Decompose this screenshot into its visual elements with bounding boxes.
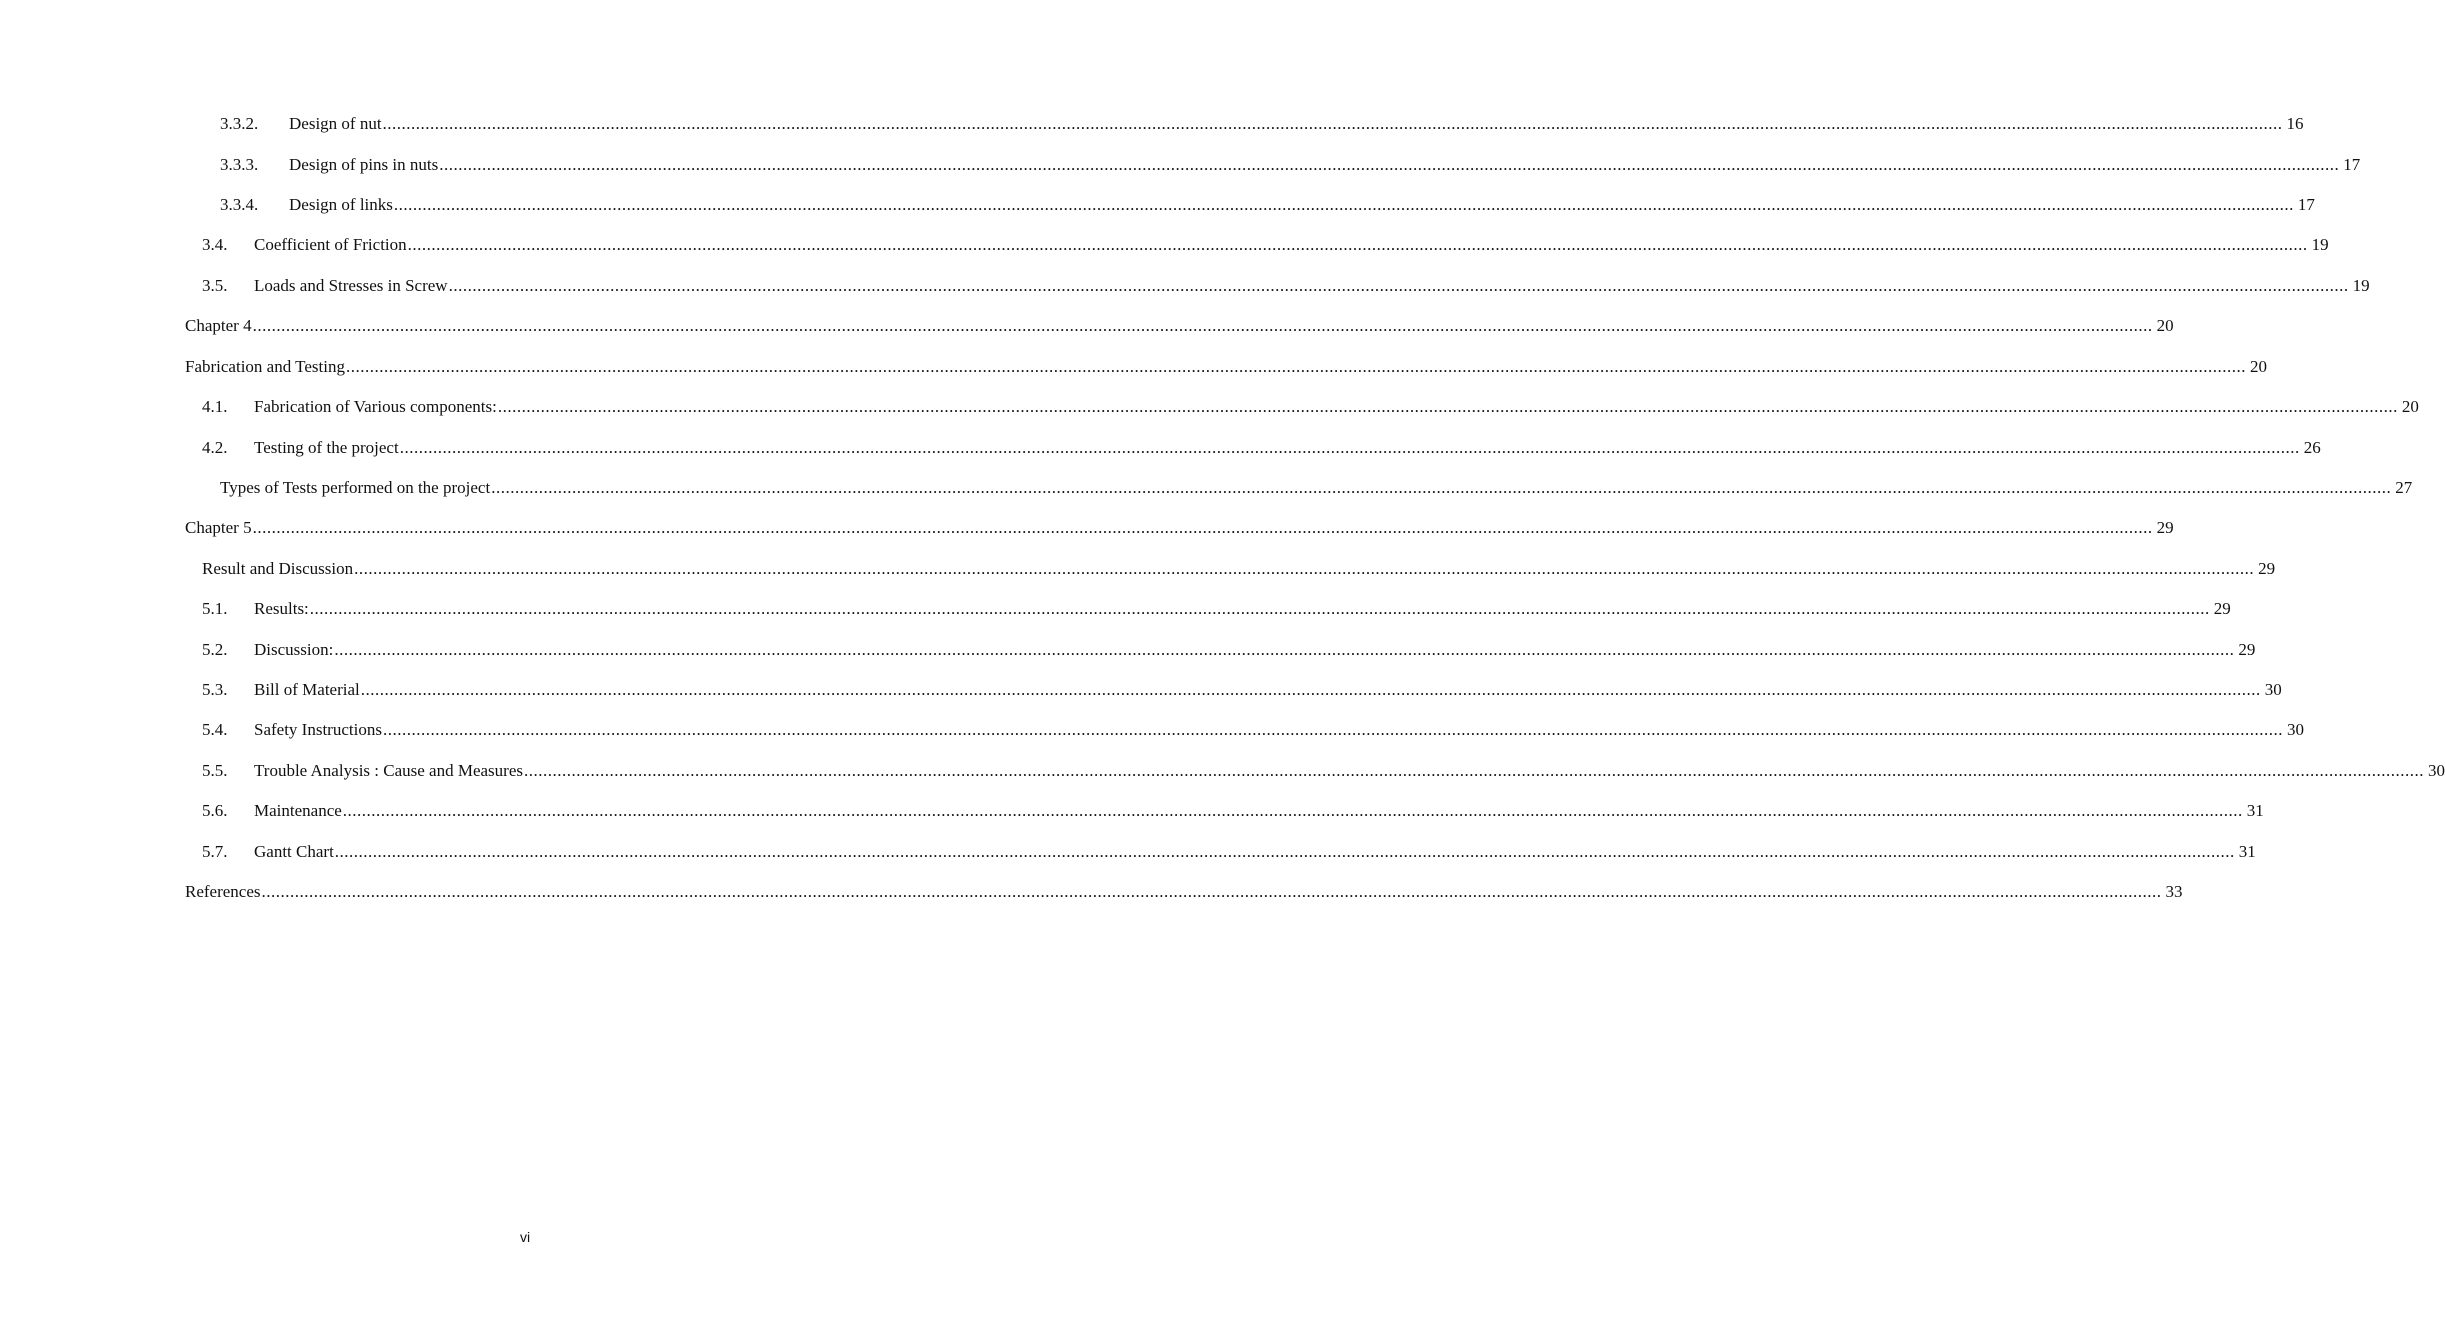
page-number: vi [519, 1229, 531, 1245]
toc-entry[interactable] [202, 597, 2231, 621]
toc-entry-label: Coefficient of Friction [254, 235, 407, 254]
toc-entry-number: 5.7. [202, 842, 228, 861]
toc-entry-number: 5.5. [202, 761, 228, 780]
toc-entry[interactable] [185, 516, 2174, 540]
toc-entry[interactable] [220, 193, 2315, 217]
toc-entry-label: Testing of the project [254, 438, 399, 457]
toc-entry[interactable] [202, 840, 2256, 864]
toc-entry[interactable] [220, 476, 2413, 500]
toc-entry-label: Fabrication of Various components: [254, 397, 497, 416]
toc-entry[interactable] [185, 880, 2183, 904]
toc-entry[interactable] [202, 557, 2276, 581]
toc-entry-page: 31 [2238, 842, 2256, 861]
toc-entry-page: 20 [2401, 397, 2419, 416]
toc-entry-page: 19 [2352, 276, 2370, 295]
toc-entry-number: 3.3.3. [220, 155, 259, 174]
toc-dot-leader: ................................................................................................................................................................................................................................................................................................................................................................................................................ [342, 801, 2243, 820]
toc-entry-number: 4.2. [202, 438, 228, 457]
toc-entry-page: 33 [2165, 882, 2183, 901]
toc-dot-leader: ................................................................................................................................................................................................................................................................................................................................................................................................................ [354, 559, 2255, 578]
toc-entry-page: 29 [2238, 640, 2256, 659]
toc-entry-number: 5.3. [202, 680, 228, 699]
toc-entry-page: 29 [2258, 559, 2276, 578]
toc-dot-leader: ................................................................................................................................................................................................................................................................................................................................................................................................................ [407, 235, 2308, 254]
toc-entry[interactable] [202, 718, 2304, 742]
toc-dot-leader: ................................................................................................................................................................................................................................................................................................................................................................................................................ [252, 316, 2153, 335]
toc-entry[interactable] [220, 153, 2361, 177]
toc-entry-label: Safety Instructions [254, 720, 382, 739]
toc-entry-label: Design of nut [289, 114, 382, 133]
toc-entry[interactable] [220, 112, 2304, 136]
toc-entry-number: 3.3.4. [220, 195, 259, 214]
toc-entry-label: Loads and Stresses in Screw [254, 276, 448, 295]
toc-entry-page: 16 [2286, 114, 2304, 133]
toc-dot-leader: ................................................................................................................................................................................................................................................................................................................................................................................................................ [497, 397, 2398, 416]
toc-dot-leader: ................................................................................................................................................................................................................................................................................................................................................................................................................ [309, 599, 2210, 618]
toc-entry[interactable] [185, 314, 2174, 338]
toc-entry-label: Results: [254, 599, 309, 618]
toc-dot-leader: ................................................................................................................................................................................................................................................................................................................................................................................................................ [382, 720, 2283, 739]
toc-entry[interactable] [202, 759, 2445, 783]
toc-entry-number: 3.5. [202, 276, 228, 295]
toc-entry[interactable] [202, 233, 2329, 257]
toc-dot-leader: ................................................................................................................................................................................................................................................................................................................................................................................................................ [439, 155, 2340, 174]
toc-entry[interactable] [185, 355, 2267, 379]
toc-entry[interactable] [202, 799, 2264, 823]
toc-dot-leader: ................................................................................................................................................................................................................................................................................................................................................................................................................ [345, 357, 2246, 376]
toc-dot-leader: ................................................................................................................................................................................................................................................................................................................................................................................................................ [360, 680, 2261, 699]
toc-dot-leader: ................................................................................................................................................................................................................................................................................................................................................................................................................ [334, 640, 2235, 659]
toc-entry-label: Fabrication and Testing [185, 357, 345, 376]
toc-entry-label: Gantt Chart [254, 842, 334, 861]
toc-entry-page: 19 [2311, 235, 2329, 254]
toc-entry-number: 4.1. [202, 397, 228, 416]
toc-entry-number: 3.3.2. [220, 114, 259, 133]
toc-entry-page: 29 [2213, 599, 2231, 618]
toc-entry-label: Trouble Analysis : Cause and Measures [254, 761, 523, 780]
toc-entry-label: Result and Discussion [202, 559, 354, 578]
toc-entry-page: 17 [2297, 195, 2315, 214]
toc-entry-label: Bill of Material [254, 680, 360, 699]
toc-entry-number: 5.2. [202, 640, 228, 659]
toc-entry[interactable] [202, 638, 2256, 662]
toc-dot-leader: ................................................................................................................................................................................................................................................................................................................................................................................................................ [261, 882, 2162, 901]
toc-entry-number: 3.4. [202, 235, 228, 254]
toc-entry-label: Design of links [289, 195, 393, 214]
toc-dot-leader: ................................................................................................................................................................................................................................................................................................................................................................................................................ [252, 518, 2153, 537]
toc-entry-label: Maintenance [254, 801, 342, 820]
toc-entry-label: Discussion: [254, 640, 334, 659]
toc-entry-label: Chapter 4 [185, 316, 252, 335]
toc-entry-page: 26 [2303, 438, 2321, 457]
toc-entry[interactable] [202, 678, 2282, 702]
toc-entry-label: Design of pins in nuts [289, 155, 439, 174]
toc-dot-leader: ................................................................................................................................................................................................................................................................................................................................................................................................................ [334, 842, 2235, 861]
toc-entry-number: 5.4. [202, 720, 228, 739]
toc-dot-leader: ................................................................................................................................................................................................................................................................................................................................................................................................................ [448, 276, 2349, 295]
toc-dot-leader: ................................................................................................................................................................................................................................................................................................................................................................................................................ [393, 195, 2294, 214]
toc-entry-page: 17 [2343, 155, 2361, 174]
toc-entry-page: 20 [2156, 316, 2174, 335]
toc-entry-page: 30 [2264, 680, 2282, 699]
toc-entry-label: Chapter 5 [185, 518, 252, 537]
toc-entry-page: 30 [2428, 761, 2445, 780]
toc-entry-number: 5.6. [202, 801, 228, 820]
toc-entry-label: Types of Tests performed on the project [220, 478, 491, 497]
toc-entry-label: References [185, 882, 261, 901]
toc-entry-page: 31 [2246, 801, 2264, 820]
toc-dot-leader: ................................................................................................................................................................................................................................................................................................................................................................................................................ [491, 478, 2392, 497]
toc-entry[interactable] [202, 436, 2321, 460]
toc-dot-leader: ................................................................................................................................................................................................................................................................................................................................................................................................................ [524, 761, 2424, 780]
toc-entry[interactable] [202, 395, 2419, 419]
toc-entry-page: 20 [2249, 357, 2267, 376]
toc-entry[interactable] [202, 274, 2370, 298]
toc-entry-page: 30 [2286, 720, 2304, 739]
toc-entry-number: 5.1. [202, 599, 228, 618]
toc-entry-page: 27 [2395, 478, 2413, 497]
toc-dot-leader: ................................................................................................................................................................................................................................................................................................................................................................................................................ [399, 438, 2300, 457]
toc-dot-leader: ................................................................................................................................................................................................................................................................................................................................................................................................................ [382, 114, 2283, 133]
toc-entry-page: 29 [2156, 518, 2174, 537]
